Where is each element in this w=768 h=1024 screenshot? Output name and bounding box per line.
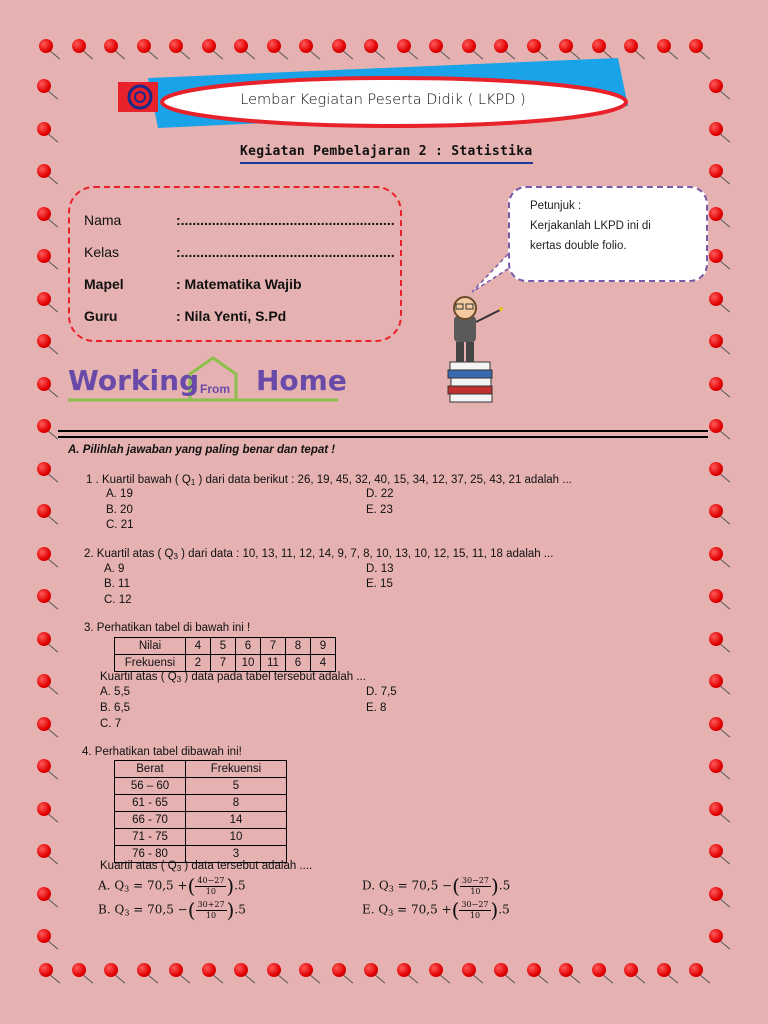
nama-label: Nama xyxy=(84,212,122,228)
option-a[interactable]: A. $Q_3 = 70,5$ +( $\frac{40-27}{10}$ ).5 xyxy=(98,874,246,898)
pin-line xyxy=(720,516,730,524)
option-b[interactable]: B. 20 xyxy=(106,504,133,516)
pin-line xyxy=(48,686,58,694)
frequency-table xyxy=(114,637,336,672)
pin-line xyxy=(440,975,450,983)
pin-line xyxy=(115,975,125,983)
pin-line xyxy=(408,975,418,983)
pin-line xyxy=(505,975,515,983)
pin-line xyxy=(48,91,58,99)
pin-line xyxy=(720,389,730,397)
kelas-field[interactable]: :....................................................... xyxy=(176,244,395,260)
document-title: Lembar Kegiatan Peserta Didik ( LKPD ) xyxy=(240,92,526,108)
pin-line xyxy=(720,219,730,227)
option-a[interactable]: A. 5,5 xyxy=(100,686,131,698)
option-e[interactable]: E. 15 xyxy=(366,578,393,590)
option-e[interactable]: E. $Q_3 = 70,5$ +( $\frac{30-27}{10}$ ).5 xyxy=(362,898,510,922)
option-a[interactable]: A. 19 xyxy=(106,488,133,500)
option-b[interactable]: B. 11 xyxy=(104,578,130,590)
section-heading: A. Pilihlah jawaban yang paling benar dan tepat ! xyxy=(68,444,336,456)
nama-field[interactable]: :....................................................... xyxy=(176,212,395,228)
table-row: 66 - 70 14 xyxy=(115,812,287,829)
pin-line xyxy=(720,304,730,312)
mapel-value: : Matematika Wajib xyxy=(176,276,302,292)
pin-line xyxy=(720,559,730,567)
question-4-stem: Kuartil atas ( $Q_3$ ) data tersebut adalah .... xyxy=(100,860,313,873)
pin-line xyxy=(48,771,58,779)
mapel-label: Mapel xyxy=(84,276,124,292)
pin-line xyxy=(720,771,730,779)
pin-line xyxy=(720,856,730,864)
pin-line xyxy=(148,975,158,983)
pin-line xyxy=(48,644,58,652)
option-d[interactable]: D. 22 xyxy=(366,488,394,500)
pin-line xyxy=(48,431,58,439)
pin-line xyxy=(473,975,483,983)
pin-line xyxy=(720,134,730,142)
petunjuk-bubble xyxy=(508,186,708,282)
pin-line xyxy=(48,176,58,184)
pin-line xyxy=(720,176,730,184)
pin-line xyxy=(48,474,58,482)
logo-from: From xyxy=(200,382,230,396)
pin-line xyxy=(48,729,58,737)
pin-line xyxy=(50,975,60,983)
table-row: 56 – 60 5 xyxy=(115,778,287,795)
pin-line xyxy=(50,51,60,59)
pin-line xyxy=(48,559,58,567)
pin-line xyxy=(720,941,730,949)
table-row: Frekuensi 2 7 10 11 6 4 xyxy=(115,655,336,672)
grouped-frequency-table xyxy=(114,760,287,863)
pin-line xyxy=(720,346,730,354)
question-1: 1 . Kuartil bawah ( $Q_1$ ) dari data berikut : 26, 19, 45, 32, 40, 15, 34, 12, 37, 25, 43, 21 adalah ... xyxy=(86,474,572,487)
student-info-box xyxy=(68,186,402,342)
option-e[interactable]: E. 23 xyxy=(366,504,393,516)
guru-label: Guru xyxy=(84,308,118,324)
option-e[interactable]: E. 8 xyxy=(366,702,387,714)
option-b[interactable]: B. 6,5 xyxy=(100,702,131,714)
pin-line xyxy=(720,91,730,99)
teacher-on-books-icon xyxy=(438,292,508,408)
pin-line xyxy=(720,261,730,269)
pin-line xyxy=(375,975,385,983)
pin-line xyxy=(720,899,730,907)
table-row: 61 - 65 8 xyxy=(115,795,287,812)
pin-line xyxy=(48,516,58,524)
pin-line xyxy=(83,975,93,983)
option-a[interactable]: A. 9 xyxy=(104,563,125,575)
pin-line xyxy=(720,474,730,482)
option-d[interactable]: D. $Q_3 = 70,5$ −( $\frac{30-27}{10}$ ).5 xyxy=(362,874,511,898)
option-d[interactable]: D. 7,5 xyxy=(366,686,397,698)
option-c[interactable]: C. 12 xyxy=(104,594,132,606)
pin-line xyxy=(48,134,58,142)
pin-line xyxy=(48,856,58,864)
option-d[interactable]: D. 13 xyxy=(366,563,394,575)
pin-line xyxy=(635,975,645,983)
divider-line xyxy=(58,430,708,432)
table-header-row: Berat Frekuensi xyxy=(115,761,287,778)
option-b[interactable]: B. $Q_3 = 70,5$ −( $\frac{30+27}{10}$ ).5 xyxy=(98,898,246,922)
pin-line xyxy=(720,431,730,439)
logo-home: Home xyxy=(256,364,347,397)
activity-subtitle: Kegiatan Pembelajaran 2 : Statistika xyxy=(240,144,533,164)
option-c[interactable]: C. 21 xyxy=(106,519,134,531)
pin-line xyxy=(720,814,730,822)
petunjuk-line: Kerjakanlah LKPD ini di xyxy=(530,220,651,232)
pin-line xyxy=(48,304,58,312)
pin-line xyxy=(720,729,730,737)
petunjuk-title: Petunjuk : xyxy=(530,200,582,212)
pin-line xyxy=(570,975,580,983)
pin-line xyxy=(180,975,190,983)
option-c[interactable]: C. 7 xyxy=(100,718,122,730)
pin-line xyxy=(700,975,710,983)
kelas-label: Kelas xyxy=(84,244,120,260)
pin-line xyxy=(48,601,58,609)
pin-line xyxy=(668,51,678,59)
pin-line xyxy=(603,975,613,983)
petunjuk-line: kertas double folio. xyxy=(530,240,627,252)
question-3: 3. Perhatikan tabel di bawah ini ! xyxy=(84,622,251,634)
guru-value: : Nila Yenti, S.Pd xyxy=(176,308,287,324)
pin-line xyxy=(83,51,93,59)
logo-working: Working xyxy=(68,364,200,397)
table-row: 76 - 80 3 xyxy=(115,846,287,863)
pin-line xyxy=(720,686,730,694)
pin-line xyxy=(538,975,548,983)
pin-line xyxy=(245,975,255,983)
pin-line xyxy=(343,975,353,983)
pin-line xyxy=(720,644,730,652)
pin-line xyxy=(668,975,678,983)
pin-line xyxy=(700,51,710,59)
pin-line xyxy=(48,219,58,227)
pin-line xyxy=(213,975,223,983)
pin-line xyxy=(48,941,58,949)
divider-line xyxy=(58,436,708,438)
pin-line xyxy=(48,389,58,397)
question-4: 4. Perhatikan tabel dibawah ini! xyxy=(82,746,242,758)
pin-line xyxy=(48,899,58,907)
question-2: 2. Kuartil atas ( $Q_3$ ) dari data : 10, 13, 11, 12, 14, 9, 7, 8, 10, 13, 10, 12, 15, 11, 18 adalah ... xyxy=(84,548,554,561)
pin-line xyxy=(635,51,645,59)
pin-line xyxy=(720,601,730,609)
question-3-stem: Kuartil atas ( $Q_3$ ) data pada tabel tersebut adalah ... xyxy=(100,671,366,684)
pin-line xyxy=(48,261,58,269)
pin-line xyxy=(310,975,320,983)
pin-line xyxy=(48,346,58,354)
pin-line xyxy=(278,975,288,983)
table-row: Nilai 4 5 6 7 8 9 xyxy=(115,638,336,655)
table-row: 71 - 75 10 xyxy=(115,829,287,846)
pin-line xyxy=(48,814,58,822)
